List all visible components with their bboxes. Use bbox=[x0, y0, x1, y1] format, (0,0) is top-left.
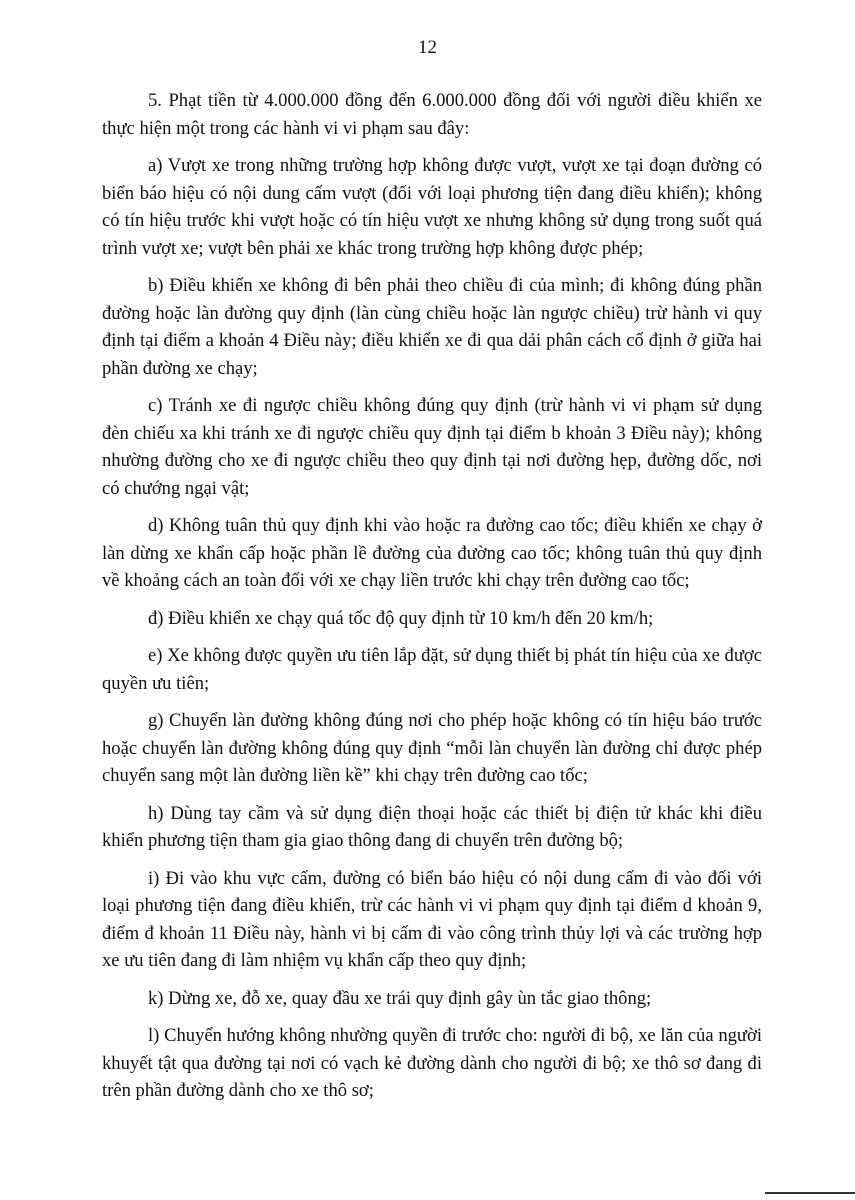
paragraph-point-a: a) Vượt xe trong những trường hợp không được vượt, vượt xe tại đoạn đường có biển báo hiệu có nội dung cấm vượt (đối với loại phương tiện đang điều khiển); không có tín hiệu trước khi vượt hoặc có tín hiệu vượt xe nhưng không sử dụng trong suốt quá trình vượt xe; vượt bên phải xe khác trong trường hợp không được phép; bbox=[102, 155, 762, 259]
paragraph-clause-5: 5. Phạt tiền từ 4.000.000 đồng đến 6.000.000 đồng đối với người điều khiển xe thực hiện một trong các hành vi vi phạm sau đây: bbox=[102, 90, 762, 139]
paragraph-point-b: b) Điều khiển xe không đi bên phải theo chiều đi của mình; đi không đúng phần đường hoặc làn đường quy định (làn cùng chiều hoặc làn ngược chiều) trừ hành vi quy định tại điểm a khoản 4 Điều này; điều khiển xe đi qua dải phân cách cố định ở giữa hai phần đường xe chạy; bbox=[102, 275, 762, 379]
paragraph-point-i: i) Đi vào khu vực cấm, đường có biển báo hiệu có nội dung cấm đi vào đối với loại phương tiện đang điều khiển, trừ các hành vi vi phạm quy định tại điểm d khoản 9, điểm đ khoản 11 Điều này, hành vi bị cấm đi vào công trình thủy lợi và các trường hợp xe ưu tiên đang đi làm nhiệm vụ khẩn cấp theo quy định; bbox=[102, 867, 762, 971]
paragraph-point-e: e) Xe không được quyền ưu tiên lắp đặt, sử dụng thiết bị phát tín hiệu của xe được quyền ưu tiên; bbox=[102, 645, 762, 694]
page-number: 12 bbox=[418, 37, 437, 58]
document-body bbox=[102, 87, 762, 1115]
paragraph-point-k: k) Dừng xe, đỗ xe, quay đầu xe trái quy định gây ùn tắc giao thông; bbox=[148, 987, 652, 1009]
page-edge-rule bbox=[765, 1192, 855, 1194]
paragraph-point-l: l) Chuyển hướng không nhường quyền đi trước cho: người đi bộ, xe lăn của người khuyết tật qua đường tại nơi có vạch kẻ đường dành cho người đi bộ; xe thô sơ đang đi trên phần đường dành cho xe thô sơ; bbox=[102, 1025, 762, 1101]
paragraph-point-d: d) Không tuân thủ quy định khi vào hoặc ra đường cao tốc; điều khiển xe chạy ở làn dừng xe khẩn cấp hoặc phần lề đường của đường cao tốc; không tuân thủ quy định về khoảng cách an toàn đối với xe chạy liền trước khi chạy trên đường cao tốc; bbox=[102, 515, 762, 591]
paragraph-point-h: h) Dùng tay cầm và sử dụng điện thoại hoặc các thiết bị điện tử khác khi điều khiển phương tiện tham gia giao thông đang di chuyển trên đường bộ; bbox=[102, 802, 762, 851]
paragraph-point-dd: đ) Điều khiển xe chạy quá tốc độ quy định từ 10 km/h đến 20 km/h; bbox=[148, 607, 654, 629]
paragraph-point-c: c) Tránh xe đi ngược chiều không đúng quy định (trừ hành vi vi phạm sử dụng đèn chiếu xa khi tránh xe đi ngược chiều quy định tại điểm b khoản 3 Điều này); không nhường đường cho xe đi ngược chiều theo quy định tại nơi đường hẹp, đường dốc, nơi có chướng ngại vật; bbox=[102, 395, 762, 499]
paragraph-point-g: g) Chuyển làn đường không đúng nơi cho phép hoặc không có tín hiệu báo trước hoặc chuyển làn đường không đúng quy định “mỗi làn chuyển làn đường chỉ được phép chuyển sang một làn đường liền kề” khi chạy trên đường cao tốc; bbox=[102, 710, 762, 786]
